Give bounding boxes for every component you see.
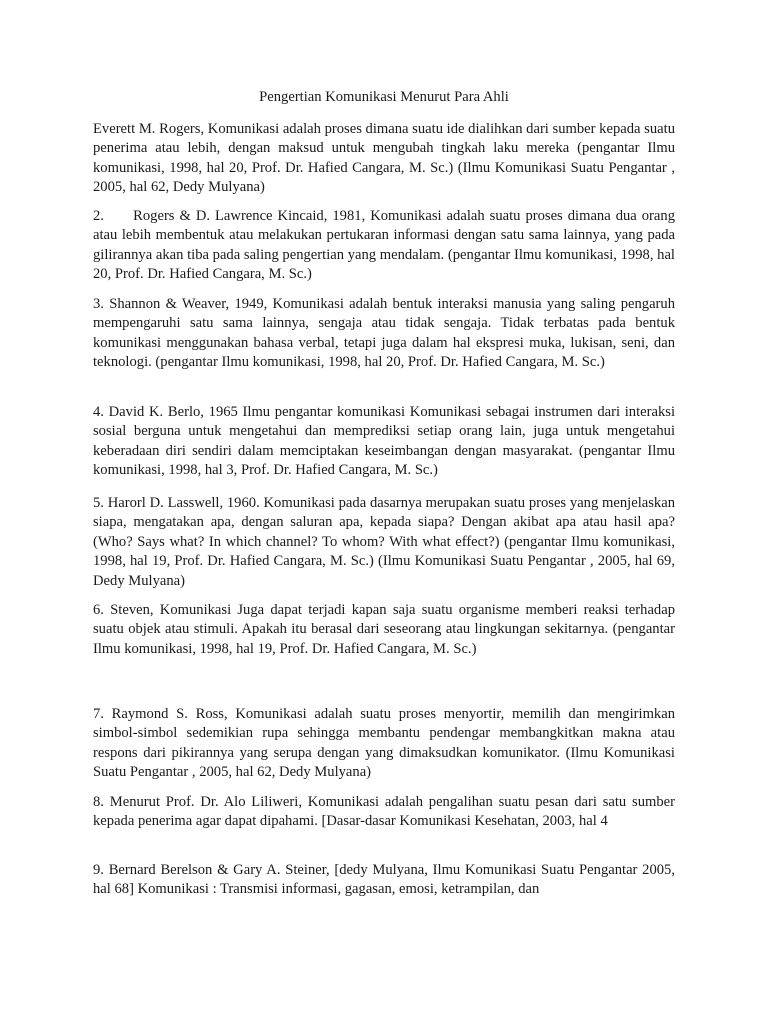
paragraph-rogers-kincaid: 2. Rogers & D. Lawrence Kincaid, 1981, Komunikasi adalah suatu proses dimana dua orang atau lebih membentuk atau melakukan pertukaran informasi dengan satu sama lainnya, yang pada gilirannya akan tiba pada saling pengertian yang mendalam. (pengantar Ilmu komunikasi, 1998, hal 20, Prof. Dr. Hafied Cangara, M. Sc.) <box>93 208 679 283</box>
paragraph-steven: 6. Steven, Komunikasi Juga dapat terjadi kapan saja suatu organisme memberi reaksi terhadap suatu objek atau stimuli. Apakah itu berasal dari seseorang atau lingkungan sekitarnya. (pengantar Ilmu komunikasi, 1998, hal 19, Prof. Dr. Hafied Cangara, M. Sc.) <box>93 602 679 657</box>
document-title: Pengertian Komunikasi Menurut Para Ahli <box>259 89 509 105</box>
paragraph-ross: 7. Raymond S. Ross, Komunikasi adalah suatu proses menyortir, memilih dan mengirimkan simbol-simbol sedemikian rupa sehingga membantu pendengar membangkitkan makna atau respons dari pikirannya yang serupa dengan yang dimaksudkan komunikator. (Ilmu Komunikasi Suatu Pengantar , 2005, hal 62, Dedy Mulyana) <box>93 706 679 781</box>
paragraph-berlo: 4. David K. Berlo, 1965 Ilmu pengantar komunikasi Komunikasi sebagai instrumen dari interaksi sosial berguna untuk mengetahui dan memprediksi setiap orang lain, juga untuk mengetahui keberadaan diri sendiri dalam memciptakan keseimbangan dengan masyarakat. (pengantar Ilmu komunikasi, 1998, hal 3, Prof. Dr. Hafied Cangara, M. Sc.) <box>93 404 679 479</box>
paragraph-shannon-weaver: 3. Shannon & Weaver, 1949, Komunikasi adalah bentuk interaksi manusia yang saling pengaruh mempengaruhi satu sama lainnya, sengaja atau tidak sengaja. Tidak terbatas pada bentuk komunikasi menggunakan bahasa verbal, tetapi juga dalam hal ekspresi muka, lukisan, seni, dan teknologi. (pengantar Ilmu komunikasi, 1998, hal 20, Prof. Dr. Hafied Cangara, M. Sc.) <box>93 296 679 371</box>
paragraph-lasswell: 5. Harorl D. Lasswell, 1960. Komunikasi pada dasarnya merupakan suatu proses yang menjelaskan siapa, mengatakan apa, dengan saluran apa, kepada siapa? Dengan akibat apa atau hasil apa? (Who? Says what? In which channel? To whom? With what effect?) (pengantar Ilmu komunikasi, 1998, hal 19, Prof. Dr. Hafied Cangara, M. Sc.) (Ilmu Komunikasi Suatu Pengantar , 2005, hal 69, Dedy Mulyana) <box>93 495 679 589</box>
paragraph-rogers: Everett M. Rogers, Komunikasi adalah proses dimana suatu ide dialihkan dari sumber kepada suatu penerima atau lebih, dengan maksud untuk mengubah tingkah laku mereka (pengantar Ilmu komunikasi, 1998, hal 20, Prof. Dr. Hafied Cangara, M. Sc.) (Ilmu Komunikasi Suatu Pengantar , 2005, hal 62, Dedy Mulyana) <box>93 121 679 196</box>
paragraph-berelson-steiner: 9. Bernard Berelson & Gary A. Steiner, [dedy Mulyana, Ilmu Komunikasi Suatu Pengantar 2005, hal 68] Komunikasi : Transmisi informasi, gagasan, emosi, ketrampilan, dan <box>93 862 679 898</box>
paragraph-liliweri: 8. Menurut Prof. Dr. Alo Liliweri, Komunikasi adalah pengalihan suatu pesan dari satu sumber kepada penerima agar dapat dipahami. [Dasar-dasar Komunikasi Kesehatan, 2003, hal 4 <box>93 794 679 830</box>
